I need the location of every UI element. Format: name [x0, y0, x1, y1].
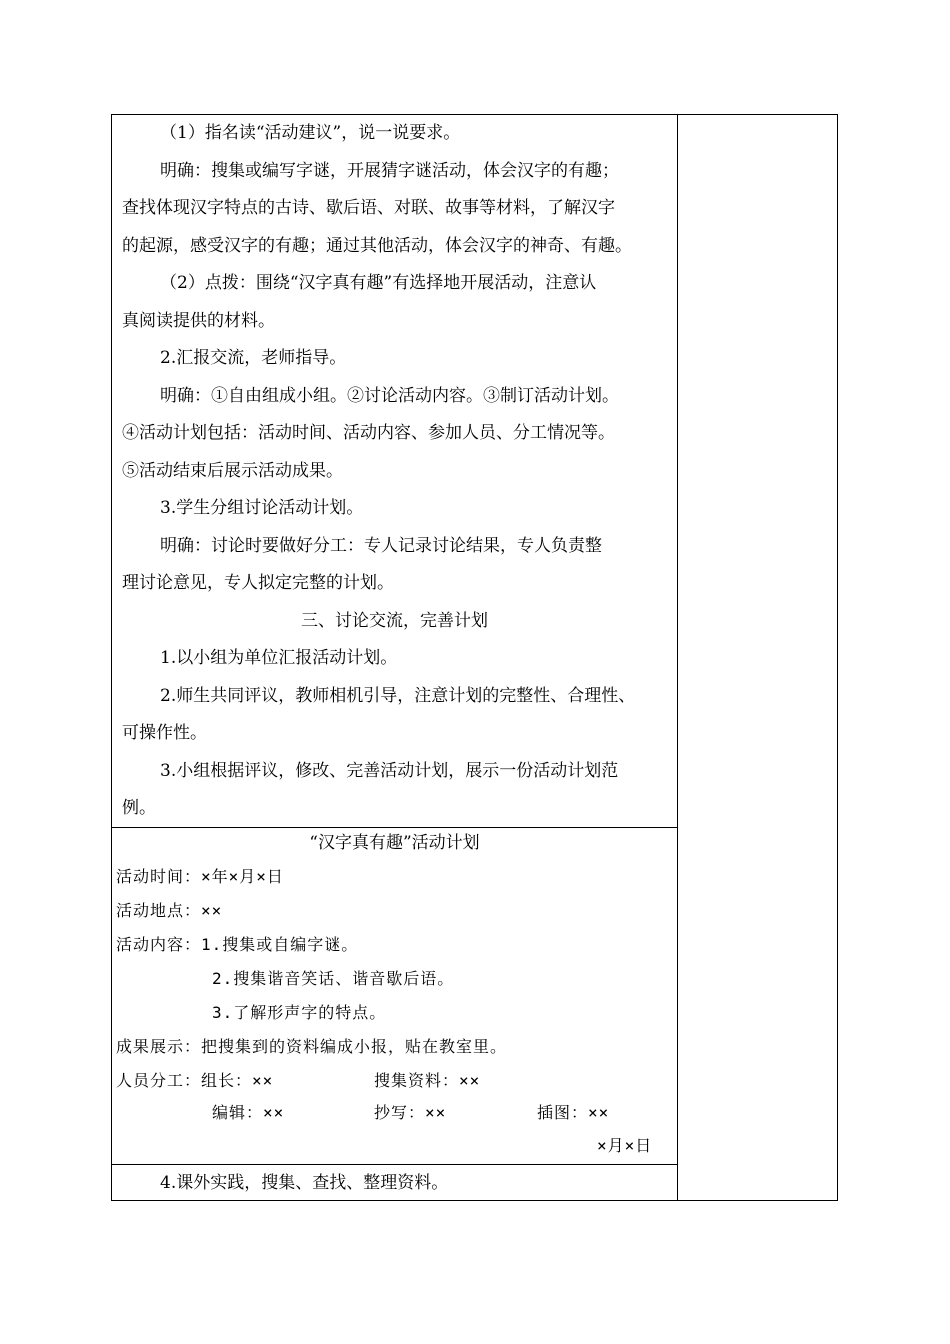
text-line: （2）点拨：围绕“汉字真有趣”有选择地开展活动，注意认	[160, 273, 597, 293]
text-line: 明确：①自由组成小组。②讨论活动内容。③制订活动计划。	[160, 386, 619, 406]
text-line: 3.学生分组讨论活动计划。	[160, 498, 364, 518]
plan-staff-illustrate: 插图：××	[537, 1103, 610, 1122]
text-line: 明确：讨论时要做好分工：专人记录讨论结果，专人负责整	[160, 536, 602, 556]
plan-staff-collect: 搜集资料：××	[374, 1071, 481, 1090]
plan-time: 活动时间：×年×月×日	[116, 867, 284, 886]
column-divider	[677, 115, 678, 1200]
text-line: 查找体现汉字特点的古诗、歇后语、对联、故事等材料，了解汉字	[122, 198, 615, 218]
text-line: 理讨论意见，专人拟定完整的计划。	[122, 573, 394, 593]
plan-place: 活动地点：××	[116, 901, 223, 920]
section-heading: 三、讨论交流，完善计划	[301, 611, 488, 631]
text-line: 2.汇报交流，老师指导。	[160, 348, 347, 368]
plan-staff-editor: 编辑：××	[212, 1103, 285, 1122]
text-line: ⑤活动结束后展示活动成果。	[122, 461, 343, 481]
text-line: 3.小组根据评议，修改、完善活动计划，展示一份活动计划范	[160, 761, 619, 781]
practice-line: 4.课外实践，搜集、查找、整理资料。	[160, 1173, 449, 1193]
plan-result: 成果展示：把搜集到的资料编成小报，贴在教室里。	[116, 1037, 508, 1056]
plan-staff: 人员分工：组长：××	[116, 1071, 274, 1090]
text-line: 明确：搜集或编写字谜，开展猜字谜活动，体会汉字的有趣；	[160, 161, 619, 181]
plan-date: ×月×日	[597, 1136, 653, 1155]
plan-content: 2.搜集谐音笑话、谐音歇后语。	[212, 969, 455, 988]
text-line: 可操作性。	[122, 723, 207, 743]
text-line: 真阅读提供的材料。	[122, 311, 275, 331]
row-divider	[112, 1164, 677, 1165]
plan-staff-copy: 抄写：××	[374, 1103, 447, 1122]
plan-content: 3.了解形声字的特点。	[212, 1003, 387, 1022]
plan-title: “汉字真有趣”活动计划	[309, 833, 480, 853]
lesson-table	[111, 114, 838, 1201]
text-line: 2.师生共同评议，教师相机引导，注意计划的完整性、合理性、	[160, 686, 636, 706]
text-line: ④活动计划包括：活动时间、活动内容、参加人员、分工情况等。	[122, 423, 615, 443]
text-line: 例。	[122, 798, 156, 818]
plan-content: 活动内容：1.搜集或自编字谜。	[116, 935, 359, 954]
text-line: 的起源，感受汉字的有趣；通过其他活动，体会汉字的神奇、有趣。	[122, 236, 632, 256]
row-divider	[112, 827, 677, 828]
text-line: 1.以小组为单位汇报活动计划。	[160, 648, 398, 668]
text-line: （1）指名读“活动建议”，说一说要求。	[160, 123, 461, 143]
